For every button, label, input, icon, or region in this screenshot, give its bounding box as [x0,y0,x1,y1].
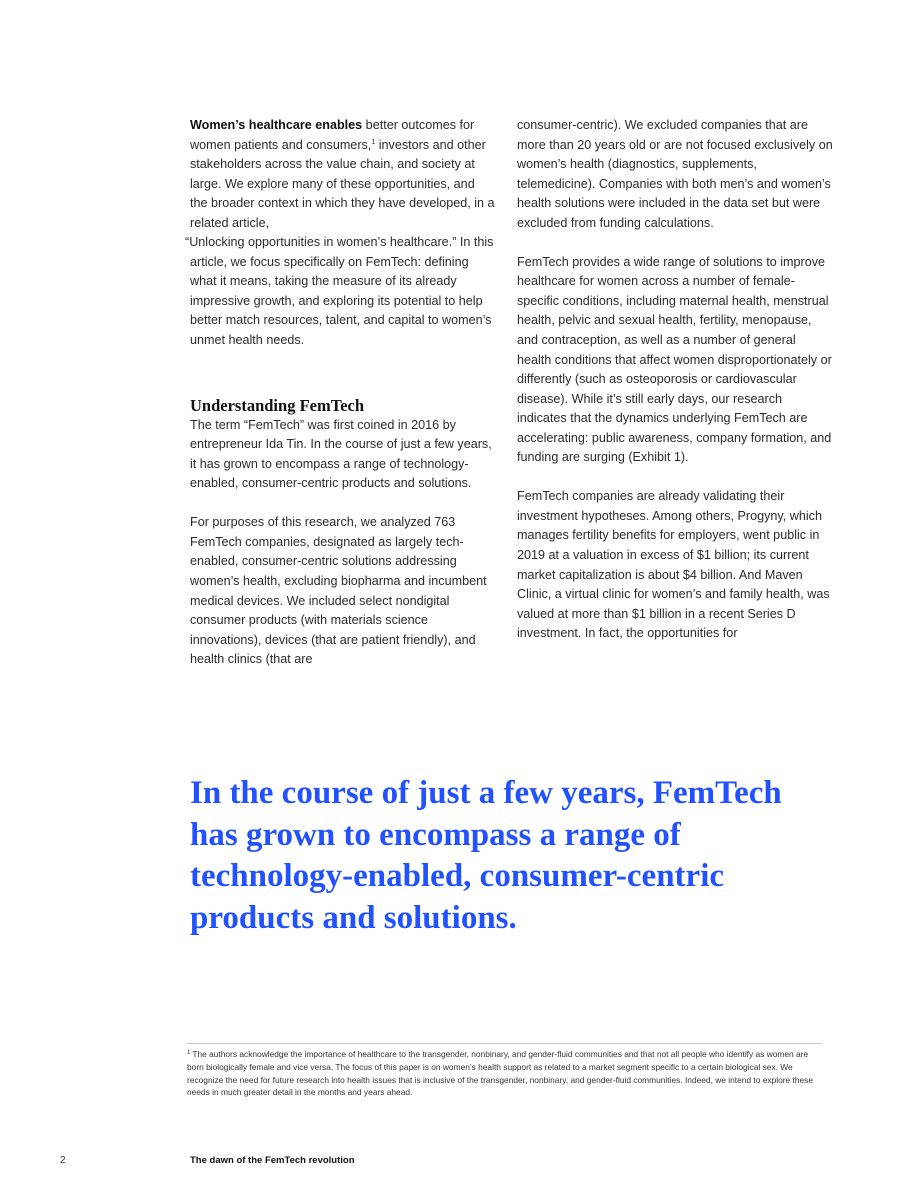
footnote-text: The authors acknowledge the importance of healthcare to the transgender, nonbinary, and gender-fluid communities and that not all people who identify as women are born biologically female and vice versa. The focus of this paper is on women’s health support as related to a market segment specific to a certain biological sex. We recognize the need for future research into health issues that is inclusive of the transgender, nonbinary, and gender-fluid communities. Indeed, we intend to explore these needs in much greater detail in the months and years ahead. [187,1049,814,1098]
right-paragraph-3: FemTech companies are already validating their investment hypotheses. Among others, Progyny, which manages fertility benefits for employers, went public in 2019 at a valuation in excess of $1 billion; its current market capitalization is about $4 billion. And Maven Clinic, a virtual clinic for women’s and family health, was valued at more than $1 billion in a recent Series D investment. In fact, the opportunities for [517,489,830,641]
intro-quote-mark: “ [185,235,190,250]
page-number: 2 [60,1155,66,1166]
section-paragraph-2: For purposes of this research, we analyzed 763 FemTech companies, designated as largely tech-enabled, consumer-centric solutions addressing women’s health, excluding biopharma and incumbent medical devices. We included select nondigital consumer products (with materials science innovations), devices (that are patient friendly), and health clinics (that are [190,515,487,667]
intro-text-part3: Unlocking opportunities in women’s healthcare.” In this article, we focus specifically on FemTech: defining what it means, taking the measure of its already impressive growth, and exploring its potential to help better match resources, talent, and capital to women’s unmet health needs. [189,235,494,348]
intro-text-part2: investors and other stakeholders across the value chain, and society at large. We explore many of these opportunities, and the broader context in which they have developed, in a related article, [190,137,495,230]
intro-bold-lead: Women’s healthcare enables [190,118,363,132]
left-column [185,116,495,670]
pull-quote: In the course of just a few years, FemTech has grown to encompass a range of technology-enabled, consumer-centric products and solutions. [190,775,782,936]
running-title: The dawn of the FemTech revolution [190,1155,355,1166]
section-heading: Understanding FemTech [190,395,365,415]
intro-text-part1: better outcomes for women patients and consumers, [190,118,475,152]
footnote [187,1048,822,1099]
footnote-reference: 1 [371,138,376,146]
section-paragraph-1: The term “FemTech” was first coined in 2016 by entrepreneur Ida Tin. In the course of just a few years, it has grown to encompass a range of technology-enabled, consumer-centric products and solutions. [190,417,492,491]
right-column [517,116,833,644]
footnote-marker: 1 [187,1050,191,1056]
right-paragraph-2: FemTech provides a wide range of solutions to improve healthcare for women across a number of female-specific conditions, including maternal health, menstrual health, pelvic and sexual health, fertility, menopause, and contraception, as well as a number of general health conditions that affect women disproportionately or differently (such as osteoporosis or cardiovascular disease). While it’s still early days, our research indicates that the dynamics underlying FemTech are accelerating: public awareness, company formation, and funding are surging (Exhibit 1). [517,254,832,465]
intro-paragraph [185,116,495,351]
right-paragraph-1: consumer-centric). We excluded companies that are more than 20 years old or are not focused exclusively on women’s health (diagnostics, supplements, telemedicine). Companies with both men’s and women’s health solutions were included in the data set but were excluded from funding calculations. [517,118,833,230]
footnote-divider [187,1043,822,1044]
